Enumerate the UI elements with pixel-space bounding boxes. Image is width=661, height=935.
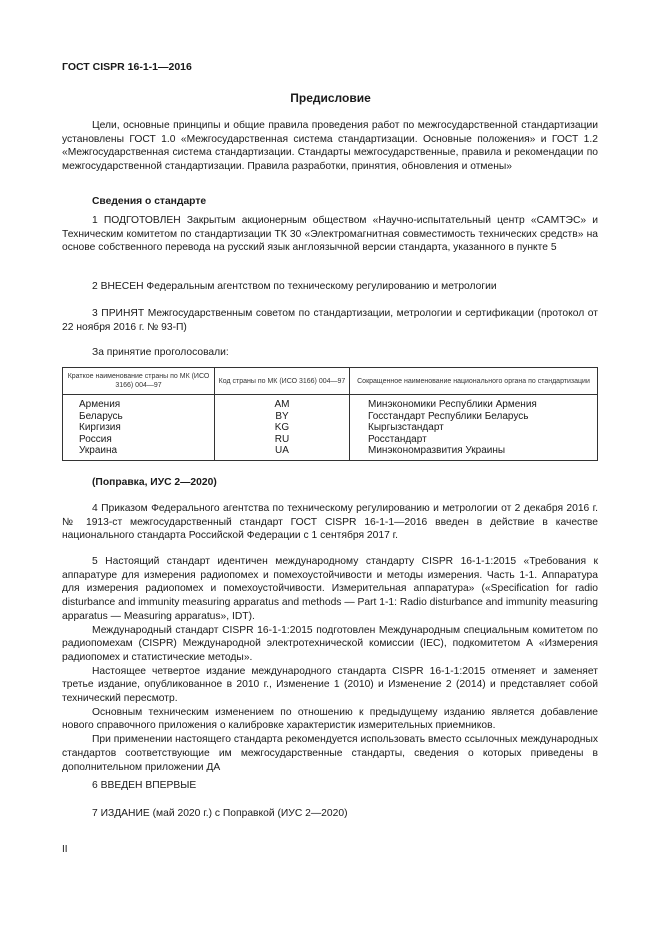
item-5-paragraph-4: Основным техническим изменением по отношению к предыдущему изданию является добавление нового справочного приложения о калибровке характеристик измерительных приемников. bbox=[62, 706, 598, 732]
item-2-block bbox=[62, 280, 598, 294]
item-5-paragraph-5: При применении настоящего стандарта рекомендуется использовать вместо ссылочных международных стандартов соответствующие им межгосударственные стандарты, сведения о которых приведены в дополнительном приложении ДА bbox=[62, 734, 598, 773]
amendment-note: (Поправка, ИУС 2—2020) bbox=[92, 477, 217, 488]
table-cell-body: Минэкономики Республики Армения bbox=[350, 395, 598, 411]
document-code: ГОСТ CISPR 16-1-1—2016 bbox=[62, 61, 192, 73]
table-row bbox=[63, 422, 598, 434]
amendment-block bbox=[62, 476, 598, 490]
item-5-paragraph-3: Настоящее четвертое издание международного стандарта CISPR 16-1-1:2015 отменяет и заменяет третье издание, опубликованное в 2010 г., Изменение 1 (2010) и Изменение 2 (2014) и представляет собой технический пересмотр. bbox=[62, 665, 598, 705]
info-heading: Сведения о стандарте bbox=[92, 196, 207, 207]
table-cell-country: Россия bbox=[63, 434, 215, 446]
item-3-paragraph: 3 ПРИНЯТ Межгосударственным советом по стандартизации, метрологии и сертификации (протокол от 22 ноября 2016 г. № 93-П) bbox=[62, 308, 598, 333]
table-cell-body: Минэкономразвития Украины bbox=[350, 445, 598, 460]
item-5-paragraph-1: 5 Настоящий стандарт идентичен международному стандарту CISPR 16-1-1:2015 «Требования к аппаратуре для измерения радиопомех и помехоустойчивости и методы измерения. Часть 1-1. Аппаратура для измерения радиопомех и помехоустойчивости. Измерительная аппаратура» («Specification for radio disturbance and immunity measuring apparatus and methods — Part 1-1: Radio disturbance and immunity measuring apparatus — Measuring apparatus», IDT). bbox=[62, 556, 598, 622]
item-4-paragraph: 4 Приказом Федерального агентства по техническому регулированию и метрологии от 2 декабря 2016 г. № 1913-ст межгосударственный стандарт ГОСТ CISPR 16-1-1—2016 введен в действие в качестве национального стандарта Российской Федерации с 1 сентября 2017 г. bbox=[62, 503, 598, 542]
table-cell-code: AM bbox=[215, 395, 350, 411]
table-row bbox=[63, 411, 598, 423]
table-header-row bbox=[63, 368, 598, 395]
page-number: II bbox=[62, 844, 68, 855]
table-cell-body: Госстандарт Республики Беларусь bbox=[350, 411, 598, 423]
page-title: Предисловие bbox=[290, 91, 371, 105]
item-7-paragraph: 7 ИЗДАНИЕ (май 2020 г.) с Поправкой (ИУС 2—2020) bbox=[92, 808, 348, 819]
table-header-body: Сокращенное наименование национального органа по стандартизации bbox=[350, 368, 598, 395]
voted-block bbox=[62, 346, 598, 360]
item-4-block bbox=[62, 502, 598, 543]
item-3-block bbox=[62, 307, 598, 334]
info-heading-block bbox=[62, 195, 598, 209]
voting-table bbox=[62, 367, 598, 461]
intro-block bbox=[62, 119, 598, 174]
table-cell-code: UA bbox=[215, 445, 350, 460]
item-6-block bbox=[62, 779, 598, 793]
table-row bbox=[63, 445, 598, 460]
item-2-paragraph: 2 ВНЕСЕН Федеральным агентством по техническому регулированию и метрологии bbox=[92, 281, 497, 292]
item-1-block bbox=[62, 214, 598, 255]
table-cell-country: Украина bbox=[63, 445, 215, 460]
item-5-paragraph-2: Международный стандарт CISPR 16-1-1:2015 подготовлен Международным специальным комитетом по радиопомехам (CISPR) Международной электротехнической комиссии (IEC), подкомитетом А «Измерения радиопомех и статистические методы». bbox=[62, 624, 598, 663]
table-cell-country: Беларусь bbox=[63, 411, 215, 423]
table-cell-body: Росстандарт bbox=[350, 434, 598, 446]
item-7-block bbox=[62, 807, 598, 821]
intro-paragraph: Цели, основные принципы и общие правила проведения работ по межгосударственной стандартизации установлены ГОСТ 1.0 «Межгосударственная система стандартизации. Основные положения» и ГОСТ 1.2 «Межгосударственная система стандартизации. Стандарты межгосударственные, правила и рекомендации по межгосударственной стандартизации. Правила разработки, принятия, обновления и отмены» bbox=[62, 120, 598, 173]
table-header-code: Код страны по МК (ИСО 3166) 004—97 bbox=[215, 368, 350, 395]
table-row bbox=[63, 395, 598, 411]
table-cell-country: Киргизия bbox=[63, 422, 215, 434]
item-1-paragraph: 1 ПОДГОТОВЛЕН Закрытым акционерным обществом «Научно-испытательный центр «САМТЭС» и Техническим комитетом по стандартизации ТК 30 «Электромагнитная совместимость технических средств» на основе собственного перевода на русский язык англоязычной версии стандарта, указанного в пункте 5 bbox=[62, 215, 598, 254]
table-cell-body: Кыргызстандарт bbox=[350, 422, 598, 434]
table-header-country: Краткое наименование страны по МК (ИСО 3166) 004—97 bbox=[63, 368, 215, 395]
voted-label: За принятие проголосовали: bbox=[92, 347, 229, 358]
item-5-block bbox=[62, 555, 598, 774]
table-row bbox=[63, 434, 598, 446]
table-cell-code: RU bbox=[215, 434, 350, 446]
table-cell-code: KG bbox=[215, 422, 350, 434]
table-cell-code: BY bbox=[215, 411, 350, 423]
table-cell-country: Армения bbox=[63, 395, 215, 411]
item-6-paragraph: 6 ВВЕДЕН ВПЕРВЫЕ bbox=[92, 780, 197, 791]
